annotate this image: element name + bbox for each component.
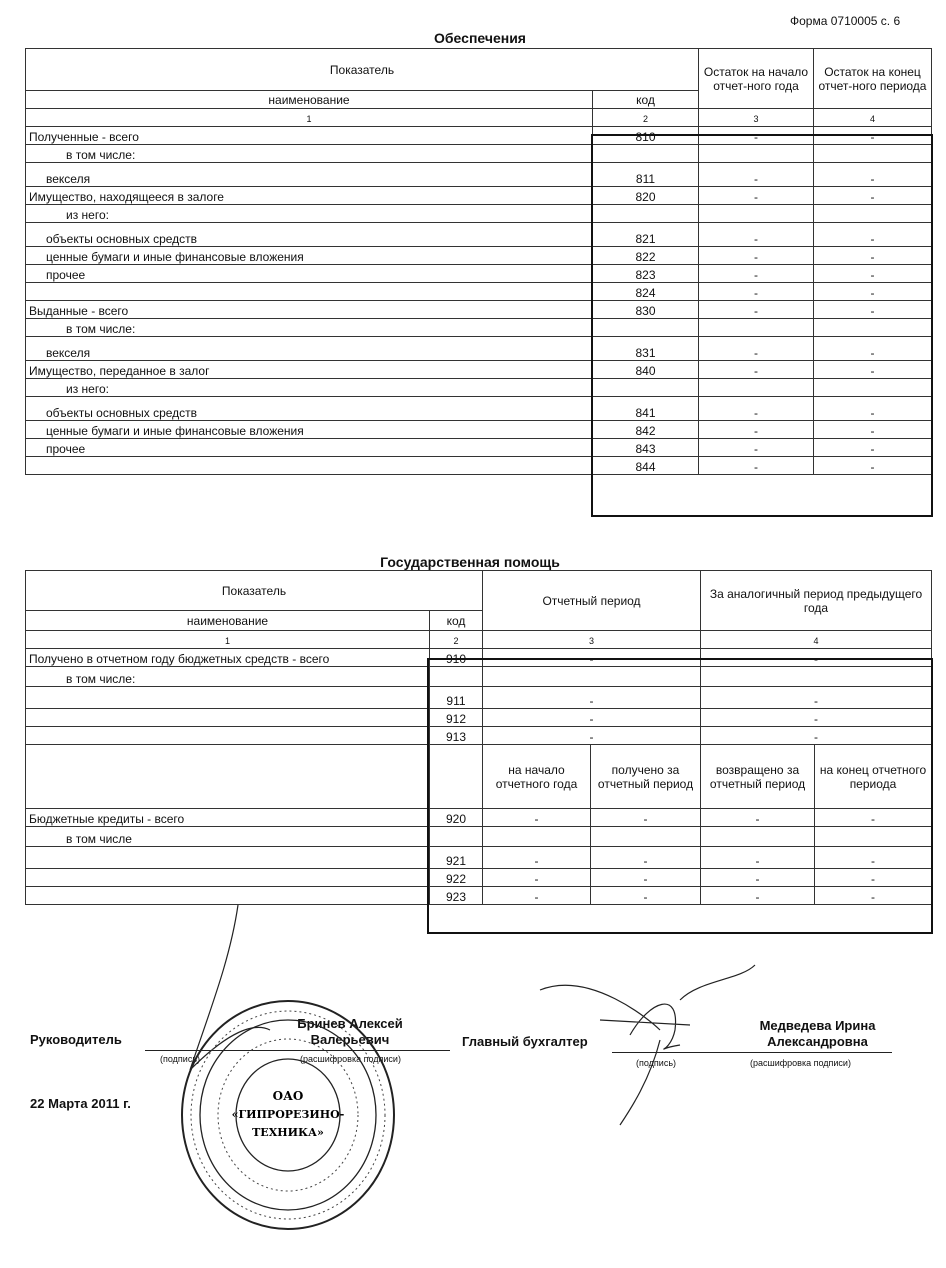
row-code: 841 <box>593 397 699 421</box>
row-start-balance: - <box>699 127 814 145</box>
row-start <box>483 827 591 847</box>
row-name: в том числе: <box>26 319 593 337</box>
row-previous-period: - <box>701 727 932 745</box>
row-start-balance: - <box>699 439 814 457</box>
row-name <box>26 847 430 869</box>
row-name: в том числе <box>26 827 430 847</box>
table-row <box>26 247 932 265</box>
table-row <box>26 827 932 847</box>
row-name: Имущество, находящееся в залоге <box>26 187 593 205</box>
aid-table <box>25 570 932 905</box>
table-row <box>26 649 932 667</box>
row-current-period: - <box>483 687 701 709</box>
row-code <box>593 379 699 397</box>
row-name: объекты основных средств <box>26 397 593 421</box>
row-start-balance: - <box>699 457 814 475</box>
row-code <box>430 667 483 687</box>
row-end: - <box>815 809 932 827</box>
table-row <box>26 847 932 869</box>
row-previous-period: - <box>701 649 932 667</box>
row-previous-period <box>701 667 932 687</box>
row-end-balance: - <box>814 223 932 247</box>
table-row <box>26 361 932 379</box>
seal-text: «ГИПРОРЕЗИНО- <box>231 1108 345 1121</box>
table-row <box>26 687 932 709</box>
row-start: - <box>483 809 591 827</box>
row-name: из него: <box>26 205 593 223</box>
row-current-period <box>483 667 701 687</box>
accountant-label: Главный бухгалтер <box>462 1034 588 1049</box>
subheader-returned: возвращено за отчетный период <box>701 745 815 809</box>
report-date: 22 Марта 2011 г. <box>30 1096 131 1111</box>
row-received: - <box>591 809 701 827</box>
table-row <box>26 205 932 223</box>
row-start-balance: - <box>699 337 814 361</box>
row-returned: - <box>701 869 815 887</box>
row-start-balance: - <box>699 247 814 265</box>
row-end <box>815 827 932 847</box>
row-end-balance: - <box>814 439 932 457</box>
row-start-balance: - <box>699 361 814 379</box>
table-row <box>26 127 932 145</box>
aid-title: Государственная помощь <box>380 554 560 570</box>
table-row <box>26 283 932 301</box>
row-name: из него: <box>26 379 593 397</box>
row-code: 842 <box>593 421 699 439</box>
row-end-balance: - <box>814 337 932 361</box>
accountant-signature-icon <box>530 960 760 1130</box>
row-end-balance: - <box>814 421 932 439</box>
row-end-balance: - <box>814 283 932 301</box>
row-received <box>591 827 701 847</box>
row-name: Получено в отчетном году бюджетных средств - всего <box>26 649 430 667</box>
row-received: - <box>591 887 701 905</box>
row-end-balance <box>814 379 932 397</box>
row-start-balance: - <box>699 265 814 283</box>
table-row <box>26 145 932 163</box>
row-end-balance: - <box>814 457 932 475</box>
row-start-balance <box>699 379 814 397</box>
row-start-balance <box>699 319 814 337</box>
row-start: - <box>483 887 591 905</box>
subheader-start: на начало отчетного года <box>483 745 591 809</box>
row-start-balance: - <box>699 397 814 421</box>
row-start-balance: - <box>699 187 814 205</box>
row-name: прочее <box>26 439 593 457</box>
row-end: - <box>815 887 932 905</box>
head-label: Руководитель <box>30 1032 122 1047</box>
row-code: 821 <box>593 223 699 247</box>
row-returned: - <box>701 847 815 869</box>
row-end-balance: - <box>814 127 932 145</box>
row-name <box>26 727 430 745</box>
row-previous-period: - <box>701 687 932 709</box>
row-name: векселя <box>26 337 593 361</box>
row-code <box>593 145 699 163</box>
table-row <box>26 379 932 397</box>
col-number: 4 <box>814 109 932 127</box>
row-code: 912 <box>430 709 483 727</box>
subheader-received: получено за отчетный период <box>591 745 701 809</box>
row-end-balance: - <box>814 265 932 283</box>
row-returned: - <box>701 887 815 905</box>
row-name: векселя <box>26 163 593 187</box>
row-end-balance: - <box>814 361 932 379</box>
row-returned: - <box>701 809 815 827</box>
row-name: Бюджетные кредиты - всего <box>26 809 430 827</box>
table-row <box>26 727 932 745</box>
table-row <box>26 163 932 187</box>
company-seal-icon <box>178 996 398 1234</box>
accountant-name: Медведева Ирина Александровна <box>759 1018 876 1049</box>
row-code: 921 <box>430 847 483 869</box>
row-code: 830 <box>593 301 699 319</box>
row-code <box>593 319 699 337</box>
row-code: 840 <box>593 361 699 379</box>
row-start: - <box>483 847 591 869</box>
row-returned <box>701 827 815 847</box>
row-code: 810 <box>593 127 699 145</box>
row-name: в том числе: <box>26 145 593 163</box>
table-row <box>26 319 932 337</box>
row-code: 822 <box>593 247 699 265</box>
row-code <box>593 205 699 223</box>
header-indicator: Показатель <box>26 49 699 91</box>
row-current-period: - <box>483 727 701 745</box>
row-name <box>26 869 430 887</box>
row-code: 823 <box>593 265 699 283</box>
row-code <box>430 827 483 847</box>
row-end-balance: - <box>814 163 932 187</box>
row-received: - <box>591 847 701 869</box>
row-end-balance <box>814 319 932 337</box>
seal-text: ОАО <box>272 1089 304 1103</box>
header-end-balance: Остаток на конец отчет-ного периода <box>814 49 932 109</box>
row-name: объекты основных средств <box>26 223 593 247</box>
head-decode-caption: (расшифровка подписи) <box>300 1054 401 1064</box>
row-name <box>26 283 593 301</box>
header-previous-period: За аналогичный период предыдущего года <box>701 571 932 631</box>
security-table <box>25 48 932 475</box>
row-code: 843 <box>593 439 699 457</box>
col-number: 1 <box>26 109 593 127</box>
row-current-period: - <box>483 709 701 727</box>
table-row <box>26 809 932 827</box>
table-row <box>26 667 932 687</box>
row-previous-period: - <box>701 709 932 727</box>
table-row <box>26 397 932 421</box>
row-code: 913 <box>430 727 483 745</box>
table-row <box>26 337 932 361</box>
head-name: Бринев Алексей Валерьевич <box>297 1016 403 1047</box>
header-indicator: Показатель <box>26 571 483 611</box>
row-name: Полученные - всего <box>26 127 593 145</box>
col-number: 2 <box>593 109 699 127</box>
row-code: 910 <box>430 649 483 667</box>
form-code: Форма 0710005 с. 6 <box>790 14 901 28</box>
table-row <box>26 421 932 439</box>
row-start-balance <box>699 205 814 223</box>
row-end-balance: - <box>814 397 932 421</box>
table-row <box>26 223 932 247</box>
row-start: - <box>483 869 591 887</box>
col-number: 4 <box>701 631 932 649</box>
table-row <box>26 187 932 205</box>
table-row <box>26 301 932 319</box>
col-number: 3 <box>699 109 814 127</box>
header-name: наименование <box>26 611 430 631</box>
row-code: 844 <box>593 457 699 475</box>
header-start-balance: Остаток на начало отчет-ного года <box>699 49 814 109</box>
row-name: Выданные - всего <box>26 301 593 319</box>
row-end-balance <box>814 145 932 163</box>
row-code: 923 <box>430 887 483 905</box>
row-name <box>26 709 430 727</box>
accountant-signature-caption: (подпись) <box>636 1058 677 1068</box>
row-code: 820 <box>593 187 699 205</box>
row-code: 824 <box>593 283 699 301</box>
header-name: наименование <box>26 91 593 109</box>
row-code: 831 <box>593 337 699 361</box>
header-code: код <box>593 91 699 109</box>
col-number: 3 <box>483 631 701 649</box>
accountant-decode-caption: (расшифровка подписи) <box>750 1058 851 1068</box>
row-code: 922 <box>430 869 483 887</box>
row-name <box>26 457 593 475</box>
row-current-period: - <box>483 649 701 667</box>
table-row <box>26 457 932 475</box>
row-end-balance <box>814 205 932 223</box>
row-end: - <box>815 847 932 869</box>
row-start-balance: - <box>699 163 814 187</box>
seal-text: ТЕХНИКА» <box>252 1126 324 1139</box>
head-signature-caption: (подпись) <box>160 1054 201 1064</box>
row-code: 911 <box>430 687 483 709</box>
subheader-end: на конец отчетного периода <box>815 745 932 809</box>
row-name: ценные бумаги и иные финансовые вложения <box>26 421 593 439</box>
table-row <box>26 709 932 727</box>
row-start-balance <box>699 145 814 163</box>
row-end-balance: - <box>814 247 932 265</box>
row-name: прочее <box>26 265 593 283</box>
row-name: Имущество, переданное в залог <box>26 361 593 379</box>
row-end-balance: - <box>814 301 932 319</box>
row-name <box>26 687 430 709</box>
row-end: - <box>815 869 932 887</box>
row-start-balance: - <box>699 301 814 319</box>
col-number: 2 <box>430 631 483 649</box>
table-row <box>26 265 932 283</box>
row-code: 920 <box>430 809 483 827</box>
row-end-balance: - <box>814 187 932 205</box>
row-start-balance: - <box>699 283 814 301</box>
header-code: код <box>430 611 483 631</box>
security-title: Обеспечения <box>434 30 526 46</box>
table-row <box>26 439 932 457</box>
row-name: ценные бумаги и иные финансовые вложения <box>26 247 593 265</box>
row-start-balance: - <box>699 421 814 439</box>
col-number: 1 <box>26 631 430 649</box>
row-name: в том числе: <box>26 667 430 687</box>
row-received: - <box>591 869 701 887</box>
header-current-period: Отчетный период <box>483 571 701 631</box>
table-row <box>26 869 932 887</box>
row-code: 811 <box>593 163 699 187</box>
row-start-balance: - <box>699 223 814 247</box>
